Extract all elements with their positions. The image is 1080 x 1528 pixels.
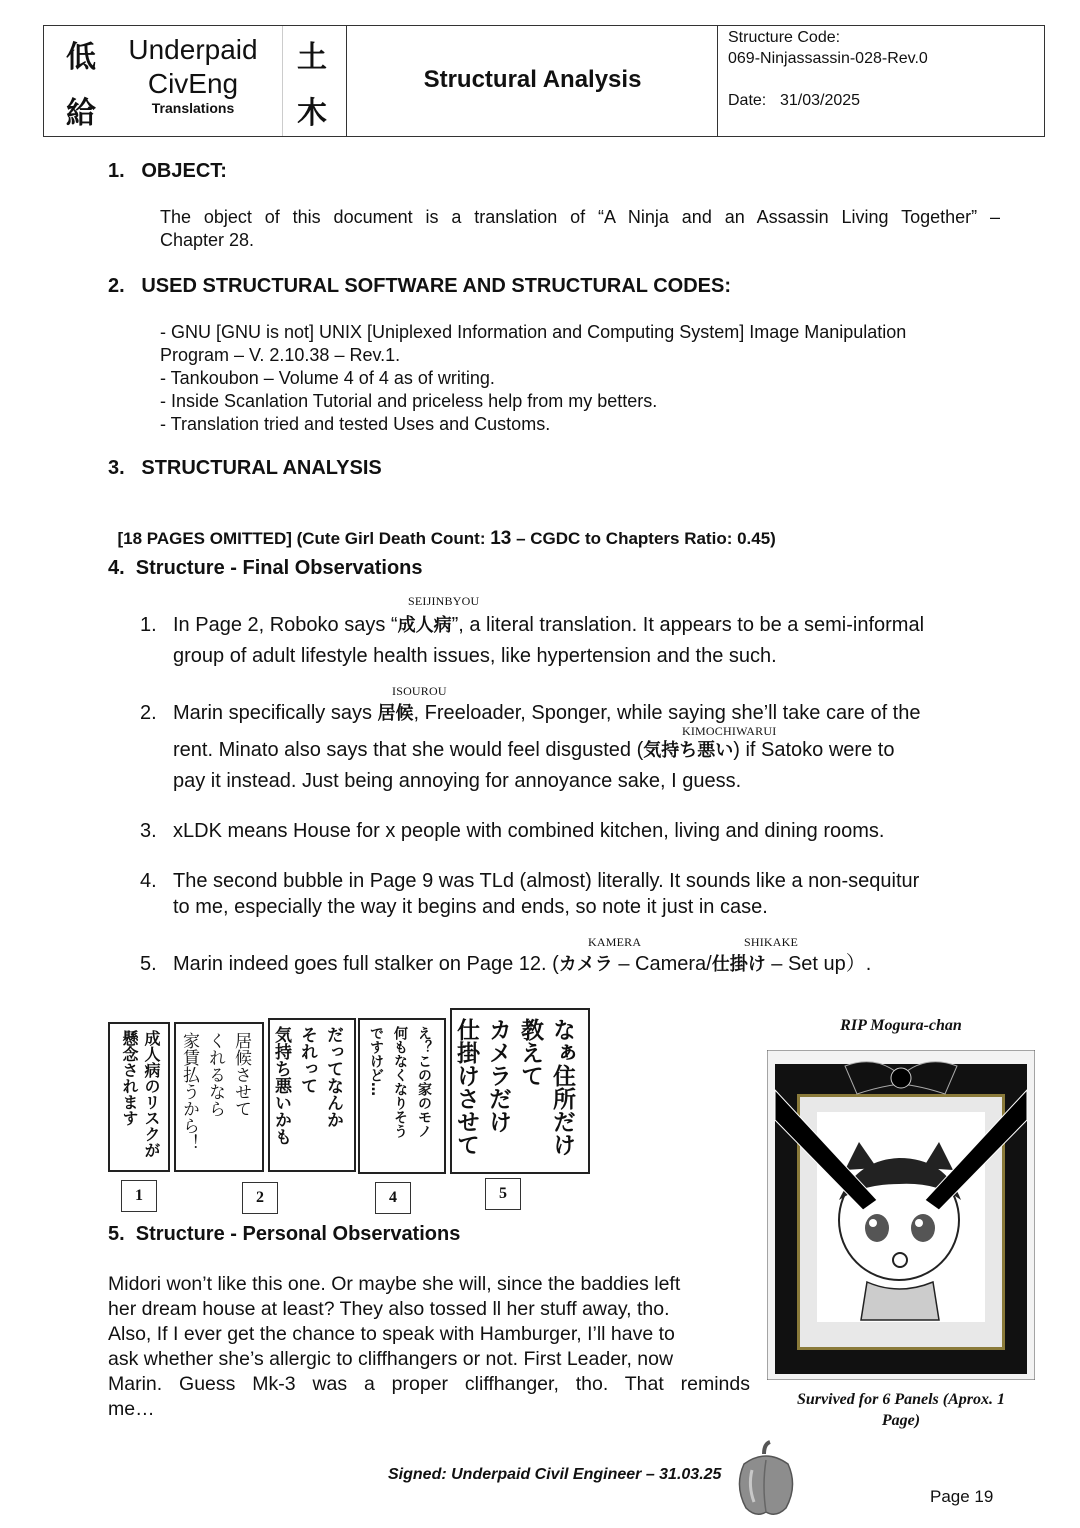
pages-omitted-note <box>108 508 776 550</box>
observation-1-line-1 <box>173 611 924 640</box>
section-5-line-4: ask whether she’s allergic to cliffhangers or not. First Leader, now <box>108 1348 674 1370</box>
observation-4-number: 4. <box>140 870 157 892</box>
section-5-line-3: Also, If I ever get the chance to speak with Hamburger, I’ll have to <box>108 1323 675 1345</box>
logo-line-2: CivEng <box>147 68 239 99</box>
section-2-line-2: Program – V. 2.10.38 – Rev.1. <box>160 345 401 365</box>
logo-kanji-left-2: 給 <box>66 96 96 131</box>
panel-label-1: 1 <box>121 1180 157 1212</box>
ruby-kimochiwarui: KIMOCHIWARUI <box>682 724 777 738</box>
panel-label-5: 5 <box>485 1178 521 1210</box>
panel-2-text <box>176 1032 254 1166</box>
observation-5-post: – Set up）. <box>765 953 872 975</box>
section-5-line-1: Midori won’t like this one. Or maybe she will, since the baddies left <box>108 1273 681 1295</box>
section-2-heading: 2. USED STRUCTURAL SOFTWARE AND STRUCTURAL CODES: <box>108 275 731 297</box>
panel-3-line-1: だってなんか <box>323 1026 343 1128</box>
section-5-line-2: her dream house at least? They also tossed ll her stuff away, tho. <box>108 1298 670 1320</box>
section-4-heading: 4. Structure - Final Observations <box>108 557 423 579</box>
memorial-frame-image <box>767 1050 1035 1380</box>
observation-5-mid: – Camera/ <box>612 953 712 975</box>
observation-3-number: 3. <box>140 820 157 842</box>
structure-code-label: Structure Code: <box>728 29 841 46</box>
memorial-caption-bottom-1: Survived for 6 Panels (Aprox. 1 <box>797 1391 1005 1408</box>
observation-2-line-1 <box>173 699 920 728</box>
section-5-body <box>108 1272 750 1422</box>
structure-code: 069-Ninjassassin-028-Rev.0 <box>728 50 928 67</box>
section-2-line-5: - Translation tried and tested Uses and Customs. <box>160 414 551 434</box>
panel-4-line-1: え？この家のモノ <box>416 1026 432 1138</box>
manga-panel-1 <box>108 1022 170 1172</box>
observation-3-text: xLDK means House for x people with combined kitchen, living and dining rooms. <box>173 820 885 842</box>
panel-4-text <box>364 1026 436 1170</box>
panel-3-line-3: 気持ち悪いかも <box>271 1026 291 1145</box>
logo-kanji-right-1: 土 <box>297 40 327 75</box>
meta-cell <box>717 26 1045 136</box>
observation-4-line-1: The second bubble in Page 9 was TLd (almost) literally. It sounds like a non-sequitur <box>173 870 920 892</box>
manga-panel-2 <box>174 1022 264 1172</box>
ruby-seijinbyou: SEIJINBYOU <box>408 594 480 608</box>
observation-1-pre: In Page 2, Roboko says “ <box>173 614 398 636</box>
panel-label-4: 4 <box>375 1182 411 1214</box>
logo-kanji-right-2: 木 <box>297 96 327 131</box>
observation-1-jp: 成人病 <box>397 615 452 636</box>
page-number: Page 19 <box>930 1487 994 1506</box>
observation-5-number: 5. <box>140 953 157 975</box>
observation-5-line <box>173 950 871 979</box>
section-3-heading: 3. STRUCTURAL ANALYSIS <box>108 457 382 479</box>
section-1-heading: 1. OBJECT: <box>108 160 227 182</box>
section-1-body-line-2: Chapter 28. <box>160 230 255 250</box>
date-value: 31/03/2025 <box>780 92 861 109</box>
observation-2-line-2 <box>173 736 894 765</box>
observation-2-line-2-jp: 気持ち悪い <box>643 740 734 761</box>
document-header <box>43 25 1045 137</box>
observation-2-post: , Freeloader, Sponger, while saying she’ll take care of the <box>413 702 921 724</box>
section-5-heading: 5. Structure - Personal Observations <box>108 1223 461 1245</box>
panel-5-line-2: 教えて <box>517 1018 543 1087</box>
manga-panel-5 <box>450 1008 590 1174</box>
logo-cell <box>44 26 282 136</box>
panel-label-2: 2 <box>242 1182 278 1214</box>
girl-death-count: 13 <box>490 528 512 549</box>
observation-2-number: 2. <box>140 702 157 724</box>
observation-5-pre: Marin indeed goes full stalker on Page 12. ( <box>173 953 559 975</box>
panel-3-line-2: それって <box>297 1026 317 1094</box>
panel-2-line-2: くれるなら <box>205 1032 225 1117</box>
observation-2-jp: 居候 <box>377 703 414 724</box>
logo-line-3: Translations <box>151 100 235 116</box>
logo-line-1: Underpaid <box>128 34 258 65</box>
panel-1-text <box>118 1030 162 1166</box>
memorial-caption-bottom <box>766 1389 1036 1431</box>
observation-5-jp-camera: カメラ <box>558 954 613 975</box>
observation-2-line-2-post: ) if Satoko were to <box>733 739 895 761</box>
panel-2-line-1: 居候させて <box>231 1032 251 1117</box>
section-1-body-line-1: The object of this document is a translation of “A Ninja and an Assassin Living Together” – <box>160 207 1000 227</box>
observation-1-line-2: group of adult lifestyle health issues, like hypertension and the such. <box>173 645 777 667</box>
logo-kanji-right-cell <box>282 26 346 136</box>
section-2-line-1: - GNU [GNU is not] UNIX [Uniplexed Information and Computing System] Image Manipulation <box>160 322 907 342</box>
panel-5-line-1: なぁ住所だけ <box>549 1018 575 1156</box>
panel-1-line-1: 成人病のリスクが <box>142 1030 161 1158</box>
panel-5-line-3: カメラだけ <box>485 1018 511 1133</box>
memorial-portrait <box>767 1050 1035 1380</box>
observation-1-number: 1. <box>140 614 157 636</box>
panel-3-text <box>268 1026 346 1168</box>
signature-line: Signed: Underpaid Civil Engineer – 31.03.25 <box>388 1466 722 1483</box>
ruby-kamera: KAMERA <box>588 935 642 949</box>
manga-panel-4 <box>358 1018 446 1174</box>
section-5-line-5: Marin. Guess Mk-3 was a proper cliffhanger, tho. That reminds <box>108 1373 750 1395</box>
observation-1-post: ”, a literal translation. It appears to be a semi-informal <box>451 614 925 636</box>
section-2-line-4: - Inside Scanlation Tutorial and priceless help from my betters. <box>160 391 658 411</box>
date-label: Date: <box>728 92 767 109</box>
observation-4-line-2: to me, especially the way it begins and ends, so note it just in case. <box>173 896 768 918</box>
document-title: Structural Analysis <box>423 66 642 93</box>
observation-2-line-3: pay it instead. Just being annoying for annoyance sake, I guess. <box>173 770 742 792</box>
ruby-shikake: SHIKAKE <box>744 935 799 949</box>
memorial-caption-top: RIP Mogura-chan <box>840 1017 962 1034</box>
bell-pepper-icon <box>734 1440 798 1518</box>
observation-5-jp-shikake: 仕掛け <box>711 954 766 975</box>
panel-5-text <box>450 1018 578 1170</box>
panel-4-line-3: ですけど… <box>368 1026 384 1096</box>
section-2-line-3: - Tankoubon – Volume 4 of 4 as of writing. <box>160 368 495 388</box>
observation-2-line-2-pre: rent. Minato also says that she would feel disgusted ( <box>173 739 644 761</box>
omitted-text-b: – CGDC to Chapters Ratio: 0.45) <box>511 529 776 548</box>
panel-5-line-4: 仕掛けさせて <box>453 1018 479 1156</box>
panel-1-line-2: 懸念されます <box>120 1030 139 1126</box>
panel-2-line-3: 家賃払うから！ <box>179 1032 199 1151</box>
manga-panel-3 <box>268 1018 356 1172</box>
omitted-text-a: [18 PAGES OMITTED] (Cute Girl Death Count: <box>117 529 491 548</box>
memorial-caption-bottom-2: Page) <box>881 1412 921 1429</box>
title-cell <box>346 26 717 136</box>
ruby-isourou: ISOUROU <box>392 684 447 698</box>
observation-2-pre: Marin specifically says <box>173 702 378 724</box>
logo-kanji-left-1: 低 <box>66 40 96 75</box>
panel-4-line-2: 何もなくなりそう <box>392 1026 408 1138</box>
section-5-line-6: me… <box>108 1398 155 1420</box>
